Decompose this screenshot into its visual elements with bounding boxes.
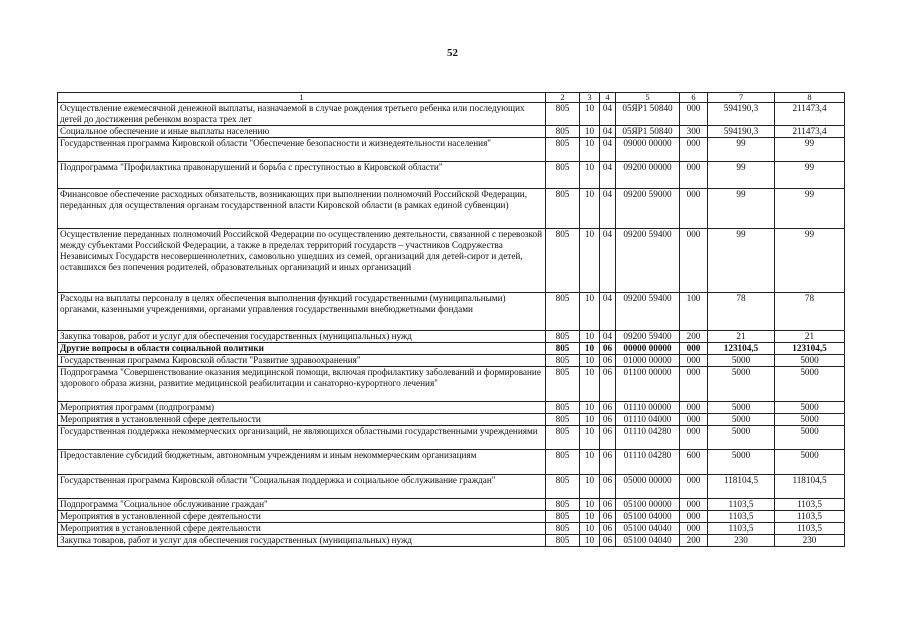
row-name-cell: Осуществление ежемесячной денежной выплаты, назначаемой в случае рождения третьего ребенка или последующих детей до достижения ребенком возраста трех лет xyxy=(58,103,546,126)
row-value-cell: 05100 04000 xyxy=(616,511,680,523)
row-value-cell: 1103,5 xyxy=(708,499,775,511)
table-row xyxy=(58,475,845,499)
row-value-cell: 000 xyxy=(680,162,708,189)
row-value-cell: 5000 xyxy=(708,367,775,402)
row-value-cell: 06 xyxy=(600,402,616,414)
row-value-cell: 09200 59400 xyxy=(616,293,680,331)
table-row xyxy=(58,229,845,293)
row-value-cell: 10 xyxy=(580,126,600,138)
row-value-cell: 10 xyxy=(580,367,600,402)
row-value-cell: 805 xyxy=(546,331,580,343)
row-value-cell: 99 xyxy=(708,189,775,229)
row-value-cell: 000 xyxy=(680,475,708,499)
row-value-cell: 09200 59000 xyxy=(616,189,680,229)
table-row xyxy=(58,293,845,331)
row-name-cell: Другие вопросы в области социальной политики xyxy=(58,343,546,355)
row-name-cell: Социальное обеспечение и иные выплаты населению xyxy=(58,126,546,138)
row-value-cell: 00000 00000 xyxy=(616,343,680,355)
row-name-cell: Государственная программа Кировской области "Социальная поддержка и социальное обслуживание граждан" xyxy=(58,475,546,499)
row-value-cell: 06 xyxy=(600,499,616,511)
row-value-cell: 10 xyxy=(580,475,600,499)
row-value-cell: 10 xyxy=(580,450,600,475)
row-value-cell: 10 xyxy=(580,402,600,414)
row-value-cell: 5000 xyxy=(775,355,845,367)
row-value-cell: 10 xyxy=(580,343,600,355)
row-value-cell: 10 xyxy=(580,499,600,511)
row-value-cell: 594190,3 xyxy=(708,103,775,126)
row-value-cell: 05100 04040 xyxy=(616,535,680,547)
table-row xyxy=(58,426,845,450)
row-value-cell: 5000 xyxy=(708,402,775,414)
table-row xyxy=(58,343,845,355)
row-value-cell: 06 xyxy=(600,426,616,450)
row-value-cell: 5000 xyxy=(775,426,845,450)
row-value-cell: 1103,5 xyxy=(775,511,845,523)
row-value-cell: 000 xyxy=(680,523,708,535)
header-cell: 7 xyxy=(708,93,775,103)
row-value-cell: 10 xyxy=(580,426,600,450)
row-value-cell: 230 xyxy=(775,535,845,547)
row-value-cell: 211473,4 xyxy=(775,103,845,126)
row-value-cell: 01110 00000 xyxy=(616,402,680,414)
table-row xyxy=(58,450,845,475)
row-value-cell: 805 xyxy=(546,535,580,547)
row-value-cell: 06 xyxy=(600,367,616,402)
row-value-cell: 04 xyxy=(600,138,616,162)
row-value-cell: 99 xyxy=(708,138,775,162)
row-value-cell: 300 xyxy=(680,126,708,138)
row-value-cell: 78 xyxy=(708,293,775,331)
row-value-cell: 805 xyxy=(546,189,580,229)
row-value-cell: 805 xyxy=(546,367,580,402)
row-value-cell: 805 xyxy=(546,523,580,535)
row-value-cell: 000 xyxy=(680,103,708,126)
row-value-cell: 200 xyxy=(680,535,708,547)
row-value-cell: 99 xyxy=(775,162,845,189)
row-value-cell: 5000 xyxy=(708,450,775,475)
table-body xyxy=(58,103,845,547)
header-row xyxy=(58,93,845,103)
table-row xyxy=(58,162,845,189)
row-name-cell: Расходы на выплаты персоналу в целях обеспечения выполнения функций государственными (муниципальными) органами, казенными учреждениями, органами управления государственными внебюджетными фондами xyxy=(58,293,546,331)
row-value-cell: 805 xyxy=(546,126,580,138)
row-value-cell: 000 xyxy=(680,402,708,414)
row-value-cell: 5000 xyxy=(775,367,845,402)
row-value-cell: 10 xyxy=(580,523,600,535)
row-name-cell: Осуществление переданных полномочий Российской Федерации по осуществлению деятельности, связанной с перевозкой между субъектами Российской Федерации, а также в пределах территорий государств – участников Содружества Независимых Государств несовершеннолетних, самовольно ушедших из семей, организаций для детей-сирот и детей, оставшихся без попечения родителей, образовательных организаций и иных организаций xyxy=(58,229,546,293)
header-cell: 8 xyxy=(775,93,845,103)
row-value-cell: 10 xyxy=(580,535,600,547)
table-row xyxy=(58,126,845,138)
row-value-cell: 05100 04040 xyxy=(616,523,680,535)
header-cell: 6 xyxy=(680,93,708,103)
row-value-cell: 000 xyxy=(680,138,708,162)
row-value-cell: 805 xyxy=(546,138,580,162)
row-value-cell: 10 xyxy=(580,331,600,343)
row-name-cell: Государственная программа Кировской области "Развитие здравоохранения" xyxy=(58,355,546,367)
table-row xyxy=(58,367,845,402)
row-value-cell: 000 xyxy=(680,367,708,402)
row-value-cell: 09000 00000 xyxy=(616,138,680,162)
row-value-cell: 04 xyxy=(600,331,616,343)
row-value-cell: 000 xyxy=(680,343,708,355)
row-name-cell: Мероприятия в установленной сфере деятельности xyxy=(58,414,546,426)
row-value-cell: 04 xyxy=(600,162,616,189)
row-value-cell: 805 xyxy=(546,414,580,426)
row-value-cell: 805 xyxy=(546,293,580,331)
header-cell: 5 xyxy=(616,93,680,103)
budget-table xyxy=(57,92,845,547)
row-value-cell: 10 xyxy=(580,229,600,293)
row-value-cell: 805 xyxy=(546,426,580,450)
row-value-cell: 10 xyxy=(580,189,600,229)
row-value-cell: 09200 00000 xyxy=(616,162,680,189)
row-value-cell: 21 xyxy=(775,331,845,343)
row-value-cell: 211473,4 xyxy=(775,126,845,138)
row-value-cell: 000 xyxy=(680,414,708,426)
table-row xyxy=(58,138,845,162)
row-value-cell: 05100 00000 xyxy=(616,499,680,511)
row-value-cell: 01110 04000 xyxy=(616,414,680,426)
row-name-cell: Мероприятия в установленной сфере деятельности xyxy=(58,523,546,535)
row-value-cell: 06 xyxy=(600,343,616,355)
row-value-cell: 5000 xyxy=(775,402,845,414)
row-value-cell: 1103,5 xyxy=(775,499,845,511)
row-value-cell: 805 xyxy=(546,511,580,523)
row-value-cell: 04 xyxy=(600,229,616,293)
row-value-cell: 06 xyxy=(600,414,616,426)
row-name-cell: Закупка товаров, работ и услуг для обеспечения государственных (муниципальных) нужд xyxy=(58,535,546,547)
row-value-cell: 06 xyxy=(600,535,616,547)
header-cell: 3 xyxy=(580,93,600,103)
row-value-cell: 99 xyxy=(775,189,845,229)
row-value-cell: 01110 04280 xyxy=(616,450,680,475)
row-value-cell: 06 xyxy=(600,523,616,535)
table-row xyxy=(58,511,845,523)
row-value-cell: 000 xyxy=(680,229,708,293)
row-value-cell: 09200 59400 xyxy=(616,229,680,293)
row-value-cell: 805 xyxy=(546,103,580,126)
row-value-cell: 230 xyxy=(708,535,775,547)
row-value-cell: 04 xyxy=(600,126,616,138)
row-value-cell: 78 xyxy=(775,293,845,331)
row-value-cell: 10 xyxy=(580,103,600,126)
row-value-cell: 000 xyxy=(680,499,708,511)
row-value-cell: 09200 59400 xyxy=(616,331,680,343)
row-value-cell: 805 xyxy=(546,355,580,367)
row-value-cell: 05ЯР1 50840 xyxy=(616,103,680,126)
table-row xyxy=(58,103,845,126)
row-value-cell: 118104,5 xyxy=(708,475,775,499)
row-value-cell: 200 xyxy=(680,331,708,343)
row-value-cell: 1103,5 xyxy=(708,511,775,523)
page-number: 52 xyxy=(447,47,458,59)
row-value-cell: 805 xyxy=(546,499,580,511)
row-value-cell: 99 xyxy=(708,162,775,189)
row-value-cell: 10 xyxy=(580,138,600,162)
row-value-cell: 805 xyxy=(546,402,580,414)
row-name-cell: Предоставление субсидий бюджетным, автономным учреждениям и иным некоммерческим организациям xyxy=(58,450,546,475)
row-value-cell: 10 xyxy=(580,162,600,189)
row-value-cell: 600 xyxy=(680,450,708,475)
row-name-cell: Закупка товаров, работ и услуг для обеспечения государственных (муниципальных) нужд xyxy=(58,331,546,343)
row-value-cell: 04 xyxy=(600,293,616,331)
row-value-cell: 1103,5 xyxy=(775,523,845,535)
row-value-cell: 5000 xyxy=(775,414,845,426)
row-value-cell: 10 xyxy=(580,355,600,367)
row-value-cell: 5000 xyxy=(708,426,775,450)
row-value-cell: 04 xyxy=(600,103,616,126)
row-value-cell: 5000 xyxy=(775,450,845,475)
row-value-cell: 01100 00000 xyxy=(616,367,680,402)
row-value-cell: 5000 xyxy=(708,414,775,426)
row-value-cell: 805 xyxy=(546,475,580,499)
row-value-cell: 99 xyxy=(775,229,845,293)
row-name-cell: Мероприятия в установленной сфере деятельности xyxy=(58,511,546,523)
row-value-cell: 06 xyxy=(600,475,616,499)
row-value-cell: 05ЯР1 50840 xyxy=(616,126,680,138)
table-row xyxy=(58,523,845,535)
row-value-cell: 01110 04280 xyxy=(616,426,680,450)
row-name-cell: Государственная программа Кировской области "Обеспечение безопасности и жизнедеятельности населения" xyxy=(58,138,546,162)
header-cell: 1 xyxy=(58,93,546,103)
row-value-cell: 06 xyxy=(600,450,616,475)
row-value-cell: 99 xyxy=(708,229,775,293)
row-value-cell: 000 xyxy=(680,355,708,367)
row-value-cell: 118104,5 xyxy=(775,475,845,499)
table-row xyxy=(58,414,845,426)
row-value-cell: 000 xyxy=(680,426,708,450)
header-cell: 2 xyxy=(546,93,580,103)
row-value-cell: 04 xyxy=(600,189,616,229)
row-value-cell: 123104,5 xyxy=(775,343,845,355)
table-row xyxy=(58,355,845,367)
row-value-cell: 01000 00000 xyxy=(616,355,680,367)
row-value-cell: 805 xyxy=(546,450,580,475)
row-name-cell: Подпрограмма "Совершенствование оказания медицинской помощи, включая профилактику заболеваний и формирование здорового образа жизни, развитие медицинской реабилитации и санаторно-курортного лечения" xyxy=(58,367,546,402)
row-name-cell: Мероприятия программ (подпрограмм) xyxy=(58,402,546,414)
row-value-cell: 000 xyxy=(680,189,708,229)
row-name-cell: Государственная поддержка некоммерческих организаций, не являющихся областными государственными учреждениями xyxy=(58,426,546,450)
row-value-cell: 100 xyxy=(680,293,708,331)
row-name-cell: Подпрограмма "Профилактика правонарушений и борьба с преступностью в Кировской области" xyxy=(58,162,546,189)
table-row xyxy=(58,331,845,343)
row-value-cell: 5000 xyxy=(708,355,775,367)
row-value-cell: 10 xyxy=(580,293,600,331)
row-value-cell: 99 xyxy=(775,138,845,162)
row-value-cell: 594190,3 xyxy=(708,126,775,138)
row-name-cell: Финансовое обеспечение расходных обязательств, возникающих при выполнении полномочий Российской Федерации, переданных для осуществления органам государственной власти Кировской области (в рамках единой субвенции) xyxy=(58,189,546,229)
table-row xyxy=(58,499,845,511)
header-cell: 4 xyxy=(600,93,616,103)
row-value-cell: 123104,5 xyxy=(708,343,775,355)
row-value-cell: 000 xyxy=(680,511,708,523)
row-value-cell: 10 xyxy=(580,511,600,523)
row-value-cell: 21 xyxy=(708,331,775,343)
row-value-cell: 05000 00000 xyxy=(616,475,680,499)
row-value-cell: 805 xyxy=(546,229,580,293)
row-value-cell: 06 xyxy=(600,511,616,523)
row-value-cell: 06 xyxy=(600,355,616,367)
table-row xyxy=(58,189,845,229)
row-value-cell: 10 xyxy=(580,414,600,426)
table-row xyxy=(58,535,845,547)
table-row xyxy=(58,402,845,414)
row-value-cell: 805 xyxy=(546,162,580,189)
row-name-cell: Подпрограмма "Социальное обслуживание граждан" xyxy=(58,499,546,511)
row-value-cell: 1103,5 xyxy=(708,523,775,535)
row-value-cell: 805 xyxy=(546,343,580,355)
